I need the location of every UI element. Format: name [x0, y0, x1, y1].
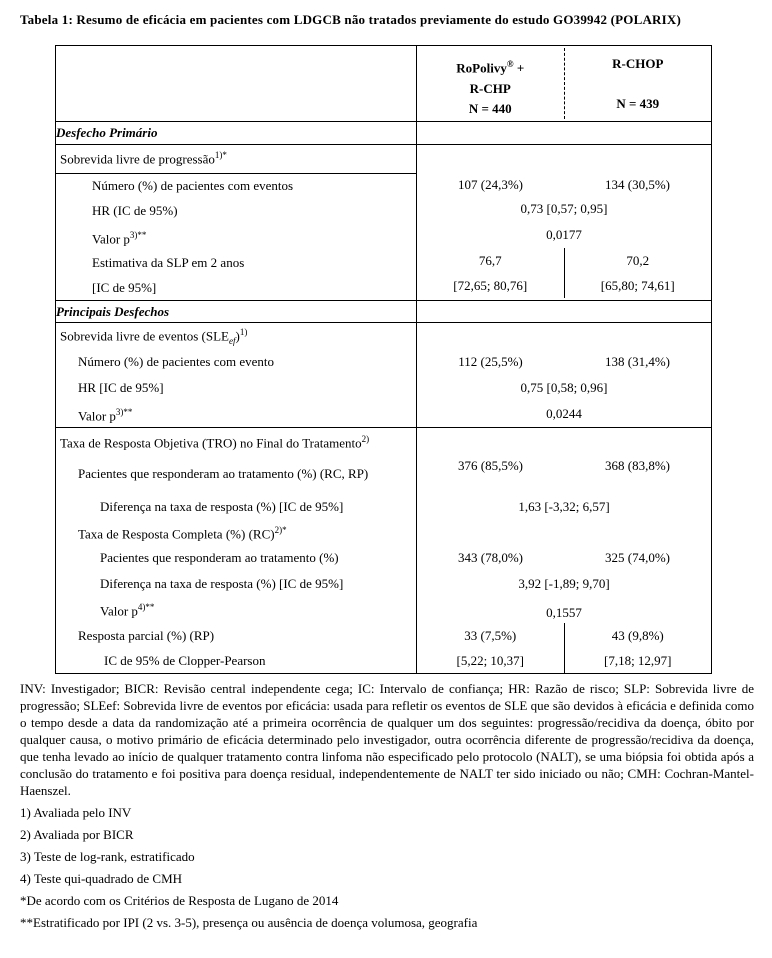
- orr-diff-value: 1,63 [-3,32; 6,57]: [518, 499, 610, 514]
- pfs-est-label: Estimativa da SLP em 2 anos: [56, 250, 417, 275]
- section-secondary-title: Principais Desfechos: [56, 301, 417, 323]
- efficacy-table: RoPolivy® + R-CHP N = 440 R-CHOP N = 439 Desfecho Primário Sobrevida livre de progressão$^{1)*}$ 107 (24,3%) 134 (30,5%) 0,73 [0,57; 0,95] 0,0177 76,7 [72,65; 80,76] 70,2 [65,80; 74,61] Número (%) de pacientes com eventos HR (IC de 95%) Valor $p^{3)**}$ Estimativa da SLP em 2 anos [IC de 95%] Principais Desfechos Sobrevida livre de eventos $(SLE_{ef})^{1)}$ 112 (25,5%) 138 (31,4%) 0,75 [0,58; 0,96] 0,0244 Número (%) de pacientes com evento HR [IC de 95%] Valor $p^{3)**}$ Taxa de Resposta Objetiva (TRO) no Final do Tratamento$^{2)}$ 376 (85,5%) 368 (83,8%) 1,63 [-3,32; 6,57] 343 (78,0%) 325 (74,0%) 3,92 [-1,89; 9,70] 0,1557 33 (7,5%) [5,22; 10,37] 43 (9,8%) [7,18; 12,97] Pacientes que responderam ao tratamento (%) (RC, RP) Diferença na taxa de resposta (%) [IC de 95%] Taxa de Resposta Completa (%) (RC)$^{2)*}$ Pacientes que responderam ao tratamento (%) Diferença na taxa de resposta (%) [IC de 95%] Valor $p^{4)**}$ Resposta parcial (%) (RP) IC de 95% de Clopper-Pearson: [55, 45, 712, 674]
- table-caption: Tabela 1: Resumo de eficácia em pacientes com LDGCB não tratados previamente do estudo GO39942 (POLARIX): [20, 12, 682, 27]
- header-ropolivy: [417, 48, 565, 118]
- cr-resp-b: 325 (74,0%): [605, 550, 670, 565]
- efs-hr-value: 0,75 [0,58; 0,96]: [520, 380, 608, 395]
- cr-p-value: 0,1557: [546, 605, 582, 620]
- orr-resp-a: 376 (85,5%): [458, 458, 523, 473]
- table-row: Valor $p^{3)**}$: [56, 224, 712, 250]
- section-primary-title: Desfecho Primário: [56, 122, 417, 145]
- header-ropolivy-name: RoPolivy: [456, 60, 507, 76]
- pfs-hr-label: HR (IC de 95%): [56, 198, 417, 224]
- orr-diff-label: Diferença na taxa de resposta (%) [IC de 95%]: [56, 494, 417, 520]
- abbreviations-note: INV: Investigador; BICR: Revisão central independente cega; IC: Intervalo de confiança; HR: Razão de risco; SLP: Sobrevida livre de progressão; SLEef: Sobrevida livre de eventos por eficácia: usada para refletir os eventos de SLE que são devidos à eficácia e definida como o tempo desde a data da randomização até a primeira ocorrência de qualquer um dos seguintes: progressão/recidiva da doença, óbito por qualquer causa, o motivo primário de eficácia determinado pelo investigador, outra ocorrência diferente de progressão/recidiva da doença, que tenha levado ao início de qualquer tratamento contra linfoma não especificado pelo protocolo (NALT), se uma biópsia foi obtida após a conclusão do tratamento e foi positiva para doença residual, independentemente de NALT ter sido iniciado ou não; CMH: Cochran-Mantel-Haenszel.: [20, 681, 754, 798]
- header-rchop: [565, 48, 712, 118]
- table-row: Sobrevida livre de eventos $(SLE_{ef})^{1)}$ 112 (25,5%) 138 (31,4%) 0,75 [0,58; 0,96] 0,0244: [56, 323, 712, 350]
- table-header-row: [56, 46, 712, 122]
- orr-resp-b: 368 (83,8%): [605, 458, 670, 473]
- pr-ci-a: [5,22; 10,37]: [456, 653, 525, 668]
- pfs-ci-b: [65,80; 74,61]: [600, 278, 675, 293]
- pfs-p-label: Valor p: [92, 231, 130, 247]
- efs-p-value: 0,0244: [546, 406, 582, 421]
- header-empty-cell: [56, 46, 417, 122]
- cr-label: Taxa de Resposta Completa (%) (RC): [78, 526, 275, 542]
- pfs-events-a: 107 (24,3%): [458, 176, 523, 192]
- cr-resp-label: Pacientes que responderam ao tratamento (%): [56, 545, 417, 571]
- pfs-events-b: 134 (30,5%): [605, 176, 670, 192]
- section-row: [56, 122, 712, 145]
- efs-events-b: 138 (31,4%): [605, 354, 670, 369]
- pfs-label: Sobrevida livre de progressão: [60, 151, 215, 167]
- footnote-5: *De acordo com os Critérios de Resposta de Lugano de 2014: [20, 893, 339, 908]
- pr-a: 33 (7,5%): [464, 628, 517, 643]
- efs-events-label: Número (%) de pacientes com evento: [56, 349, 417, 375]
- table-row: Sobrevida livre de progressão$^{1)*}$ 107 (24,3%) 134 (30,5%) 0,73 [0,57; 0,95] 0,0177 76,7 [72,65; 80,76] 70,2 [65,80; 74,61]: [56, 145, 712, 174]
- footnote-1: 1) Avaliada pelo INV: [20, 805, 132, 820]
- pfs-events-label: Número (%) de pacientes com eventos: [56, 174, 417, 199]
- header-ropolivy-n: N = 440: [468, 100, 512, 116]
- pfs-p-value: 0,0177: [546, 227, 582, 242]
- header-rchop-n: N = 439: [616, 96, 660, 112]
- orr-label: Taxa de Resposta Objetiva (TRO) no Final do Tratamento: [60, 435, 362, 451]
- header-ropolivy-line2: R-CHP: [469, 80, 511, 96]
- pr-label: Resposta parcial (%) (RP): [56, 623, 417, 648]
- header-ropolivy-plus: +: [513, 60, 525, 76]
- pfs-est-b: 70,2: [626, 253, 650, 268]
- footnote-6: **Estratificado por IPI (2 vs. 3-5), presença ou ausência de doença volumosa, geografia: [20, 915, 478, 930]
- pr-b: 43 (9,8%): [611, 628, 664, 643]
- efs-p-label: Valor p: [78, 408, 116, 424]
- pfs-ci-a: [72,65; 80,76]: [453, 278, 528, 293]
- section-row: [56, 301, 712, 323]
- footnote-3: 3) Teste de log-rank, estratificado: [20, 849, 195, 864]
- cr-diff-value: 3,92 [-1,89; 9,70]: [518, 576, 610, 591]
- orr-resp-label: Pacientes que responderam ao tratamento (%) (RC, RP): [56, 454, 417, 494]
- pr-ci-b: [7,18; 12,97]: [603, 653, 672, 668]
- header-rchop-name: R-CHOP: [612, 56, 664, 72]
- efs-hr-label: HR [IC de 95%]: [56, 375, 417, 401]
- pr-ci-label: IC de 95% de Clopper-Pearson: [56, 648, 417, 674]
- efs-label: Sobrevida livre de eventos (SLE: [60, 327, 229, 343]
- table-notes: [20, 680, 754, 931]
- footnote-2: 2) Avaliada por BICR: [20, 827, 134, 842]
- pfs-hr-value: 0,73 [0,57; 0,95]: [520, 201, 608, 216]
- header-ropolivy-sup: ®: [506, 59, 514, 70]
- pfs-ci-label: [IC de 95%]: [56, 275, 417, 301]
- cr-diff-label: Diferença na taxa de resposta (%) [IC de 95%]: [56, 571, 417, 596]
- efs-events-a: 112 (25,5%): [458, 354, 523, 369]
- footnote-4: 4) Teste qui-quadrado de CMH: [20, 871, 183, 886]
- cr-resp-a: 343 (78,0%): [458, 550, 523, 565]
- pfs-est-a: 76,7: [478, 253, 502, 268]
- cr-p-label: Valor p: [100, 603, 138, 619]
